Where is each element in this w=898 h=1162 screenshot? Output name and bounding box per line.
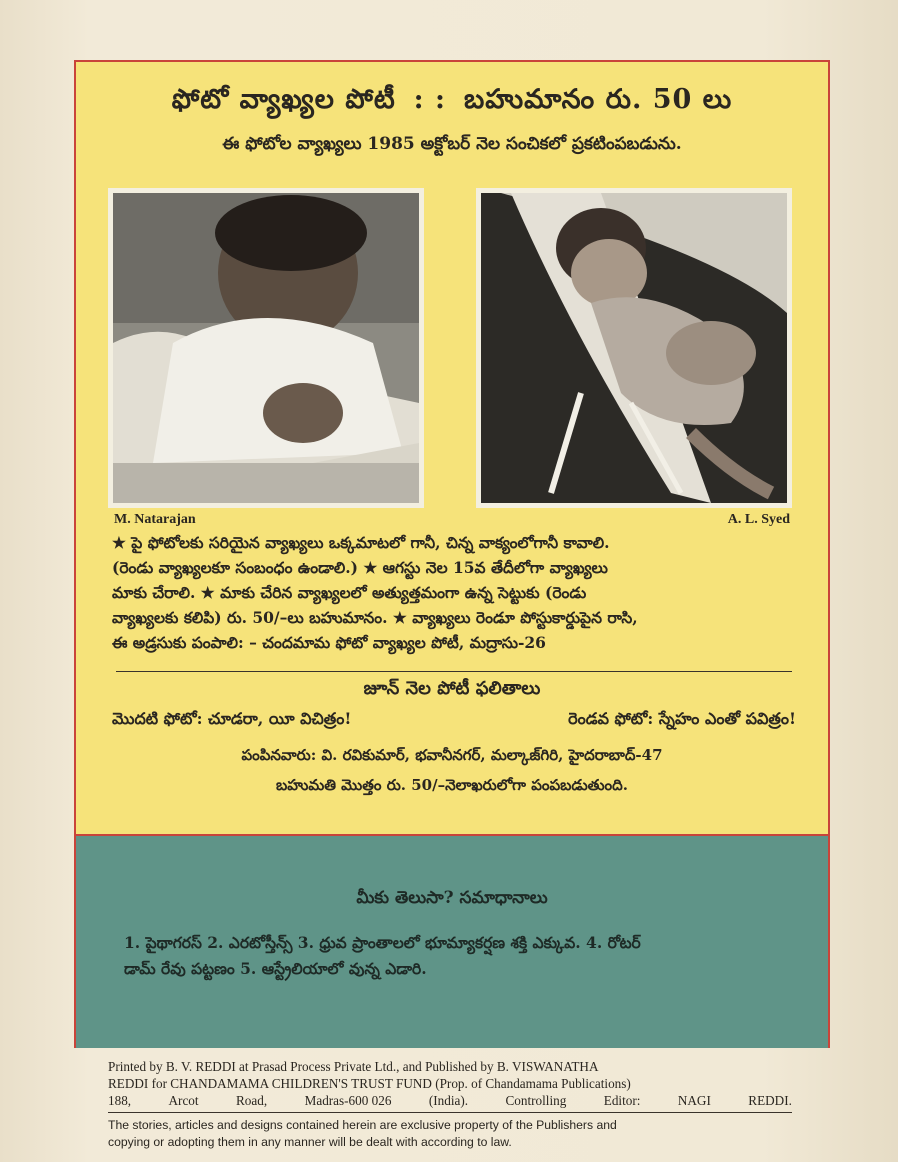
contest-header <box>76 84 828 122</box>
imprint-word: 188, <box>108 1093 132 1108</box>
imprint-word: Controlling <box>505 1093 567 1108</box>
rule-line: ఈ అడ్రసుకు పంపాలి: – చందమామ ఫోటో వ్యాఖ్యల పోటీ, మద్రాసు-26 <box>112 633 546 652</box>
contest-panel <box>74 60 830 1048</box>
section-divider <box>116 671 792 672</box>
legal-notice <box>108 1117 792 1151</box>
imprint-word: (India). <box>428 1093 469 1108</box>
photo-credit-right: A. L. Syed <box>727 512 790 527</box>
rule-line: (రెండు వ్యాఖ్యలకూ సంబంధం ఉండాలి.) ★ ఆగస్టు నెల 15వ తేదీలోగా వ్యాఖ్యలు <box>112 558 608 577</box>
results-title: జూన్ నెల పోటీ ఫలితాలు <box>363 678 541 699</box>
rule-line: వ్యాఖ్యలకు కలిపి) రు. 50/–లు బహుమానం. ★ వ్యాఖ్యలు రెండూ పోస్టుకార్డుపైన రాసి, <box>112 608 638 627</box>
contest-subtitle: ఈ ఫోటోల వ్యాఖ్యలు 1985 అక్టోబర్ నెల సంచికలో ప్రకటింపబడును. <box>222 134 682 154</box>
contest-prize: బహుమానం రు. 50 లు <box>464 84 733 115</box>
answers-text <box>124 930 784 982</box>
contest-rules <box>112 530 796 655</box>
publisher-imprint <box>108 1058 792 1109</box>
answers-panel <box>76 834 828 1048</box>
imprint-address-line <box>108 1092 792 1109</box>
imprint-divider <box>108 1112 792 1113</box>
rule-line: మాకు చేరాలి. ★ మాకు చేరిన వ్యాఖ్యలలో అత్యుత్తమంగా ఉన్న సెట్టుకు (రెండు <box>112 583 587 602</box>
imprint-line: Printed by B. V. REDDI at Prasad Process Private Ltd., and Published by B. VISWANATHA <box>108 1059 599 1074</box>
header-separator: : : <box>413 84 447 115</box>
answers-title: మీకు తెలుసా? సమాధానాలు <box>356 888 548 908</box>
imprint-line: REDDI for CHANDAMAMA CHILDREN'S TRUST FUND (Prop. of Chandamama Publications) <box>108 1076 631 1091</box>
imprint-word: Madras-600 026 <box>304 1093 392 1108</box>
answer-line: 1. పైథాగరస్ 2. ఎరటోస్తీన్స్ 3. ధ్రువ ప్రాంతాలలో భూమ్యాకర్షణ శక్తి ఎక్కువ. 4. రోటర్ <box>124 933 641 952</box>
legal-line: The stories, articles and designs contained herein are exclusive property of the Publishers and <box>108 1118 617 1132</box>
imprint-word: Editor: <box>603 1093 641 1108</box>
imprint-word: Road, <box>236 1093 268 1108</box>
photo-boy-reading <box>108 188 424 508</box>
rule-line: ★ పై ఫోటోలకు సరియైన వ్యాఖ్యలు ఒక్కమాటలో గానీ, చిన్న వాక్యంలోగానీ కావాలి. <box>112 533 610 552</box>
imprint-word: Arcot <box>168 1093 199 1108</box>
imprint-word: NAGI <box>677 1093 711 1108</box>
imprint-word: REDDI. <box>748 1093 792 1108</box>
legal-line: copying or adopting them in any manner will be dealt with according to law. <box>108 1135 512 1149</box>
prize-note: బహుమతి మొత్తం రు. 50/–నెలాఖరులోగా పంపబడుతుంది. <box>276 776 628 794</box>
answer-line: డామ్ రేవు పట్టణం 5. ఆస్ట్రేలియాలో వున్న ఎడారి. <box>124 959 427 978</box>
second-photo-caption: రెండవ ఫోటో: స్నేహం ఎంతో పవిత్రం! <box>568 709 796 728</box>
winner-sender: పంపినవారు: వి. రవికుమార్, భవానీనగర్, మల్కాజ్‌గిరి, హైదరాబాద్-47 <box>241 746 663 764</box>
photo-credit-left: M. Natarajan <box>114 512 196 527</box>
photo-baby-hammock <box>476 188 792 508</box>
first-photo-caption: మొదటి ఫోటో: చూడరా, యీ విచిత్రం! <box>112 709 352 728</box>
contest-title: ఫోటో వ్యాఖ్యల పోటీ <box>171 84 396 115</box>
